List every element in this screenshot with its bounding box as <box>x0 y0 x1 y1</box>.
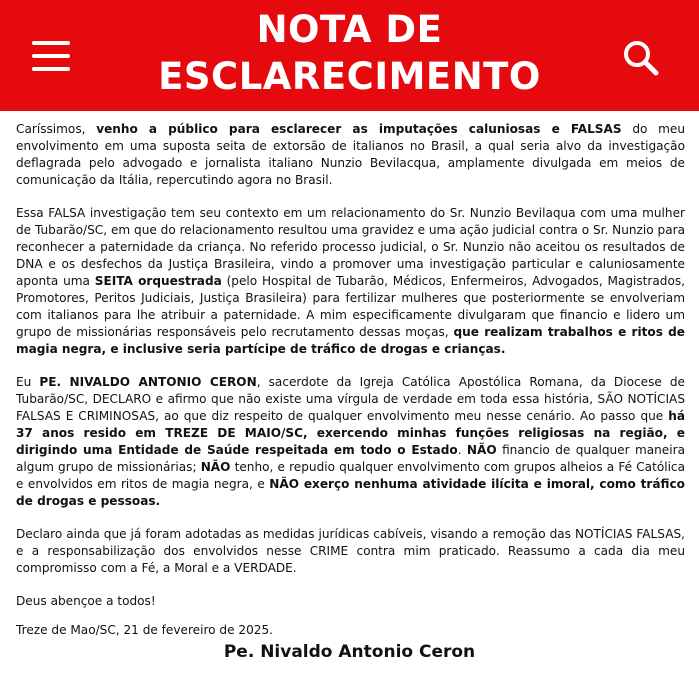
menu-bar-bottom <box>32 67 70 71</box>
emphasis-segment: há 37 anos resido em TREZE DE MAIO/SC, exercendo minhas funções religiosas na região, e dirigindo uma Entidade de Saúde respeitada em todo o Estado <box>16 409 685 457</box>
emphasis-segment: NÃO exerço nenhuma atividade ilícita e imoral, como tráfico de drogas e pessoas. <box>16 477 685 508</box>
text-segment: Caríssimos, <box>16 122 97 136</box>
menu-bar-middle <box>32 54 70 58</box>
emphasis-segment: que realizam trabalhos e ritos de magia negra, e inclusive seria partícipe de tráfico de drogas e crianças. <box>16 325 685 356</box>
text-segment: tenho, e repudio qualquer envolvimento com grupos alheios a Fé Católica e envolvidos em ritos de magia negra, e <box>16 460 685 491</box>
page-title-line-1: NOTA DE <box>256 8 443 51</box>
paragraph-context <box>16 205 685 358</box>
text-segment: do meu envolvimento em uma suposta seita de extorsão de italianos no Brasil, a qual seria alvo da investigação deflagrada pelo advogado e jornalista italiano Nunzio Bevilacqua, amplamente divulgada em meios de comunicação da Itália, repercutindo agora no Brasil. <box>16 122 685 187</box>
paragraph-legal-measures: Declaro ainda que já foram adotadas as medidas jurídicas cabíveis, visando a remoção das NOTÍCIAS FALSAS, e a responsabilização dos envolvidos nesse CRIME contra mim praticado. Reassumo a cada dia meu compromisso com a Fé, a Moral e a VERDADE. <box>16 527 685 575</box>
text-segment: Eu <box>16 375 40 389</box>
page-title-line-2: ESCLARECIMENTO <box>158 55 541 98</box>
header-banner <box>0 0 699 111</box>
emphasis-segment: SEITA orquestrada <box>94 274 222 288</box>
emphasis-segment: PE. NIVALDO ANTONIO CERON <box>39 375 257 389</box>
page-title <box>80 6 619 100</box>
paragraph-declaration <box>16 374 685 510</box>
text-segment: (pelo Hospital de Tubarão, Médicos, Enfermeiros, Advogados, Magistrados, Promotores, Peritos Judiciais, Justiça Brasileira) para fertilizar mulheres que posteriormente se envolveriam com italianos para lhe atribuir a paternidade. A mim especificamente divulgaram que financio e lidero um grupo de missionárias responsáveis pelo recrutamento dessas moças, <box>16 274 686 339</box>
emphasis-segment: NÃO <box>466 443 497 457</box>
hamburger-menu-icon[interactable] <box>32 41 70 71</box>
menu-bar-top <box>32 41 70 45</box>
signature: Pe. Nivaldo Antonio Ceron <box>223 642 476 662</box>
search-icon-graphic <box>621 38 661 78</box>
statement-body <box>16 121 685 651</box>
search-icon[interactable] <box>621 38 661 78</box>
place-and-date: Treze de Mao/SC, 21 de fevereiro de 2025. <box>16 623 274 637</box>
paragraph-intro <box>16 121 685 189</box>
text-segment: . <box>457 443 467 457</box>
paragraph-blessing: Deus abençoe a todos! <box>16 594 156 608</box>
text-segment: financio de qualquer maneira algum grupo de missionárias; <box>16 443 685 474</box>
emphasis-segment: venho a público para esclarecer as imputações caluniosas e FALSAS <box>96 122 622 136</box>
emphasis-segment: NÃO <box>200 460 231 474</box>
text-segment: , sacerdote da Igreja Católica Apostólica Romana, da Diocese de Tubarão/SC, DECLARO e afirmo que não existe uma vírgula de verdade em toda essa história, SÃO NOTÍCIAS FALSAS E CRIMINOSAS, ao que diz respeito de qualquer envolvimento meu nesse cenário. Ao passo que <box>16 375 685 423</box>
text-segment: Essa FALSA investigação tem seu contexto em um relacionamento do Sr. Nunzio Bevilaqua com uma mulher de Tubarão/SC, em que do relacionamento resultou uma gravidez e uma ação judicial contra o Sr. Nunzio para reconhecer a paternidade da criança. No referido processo judicial, o Sr. Nunzio não aceitou os resultados de DNA e os desfechos da Justiça Brasileira, vindo a promover uma investigação particular e caluniosamente aponta uma <box>16 206 685 288</box>
